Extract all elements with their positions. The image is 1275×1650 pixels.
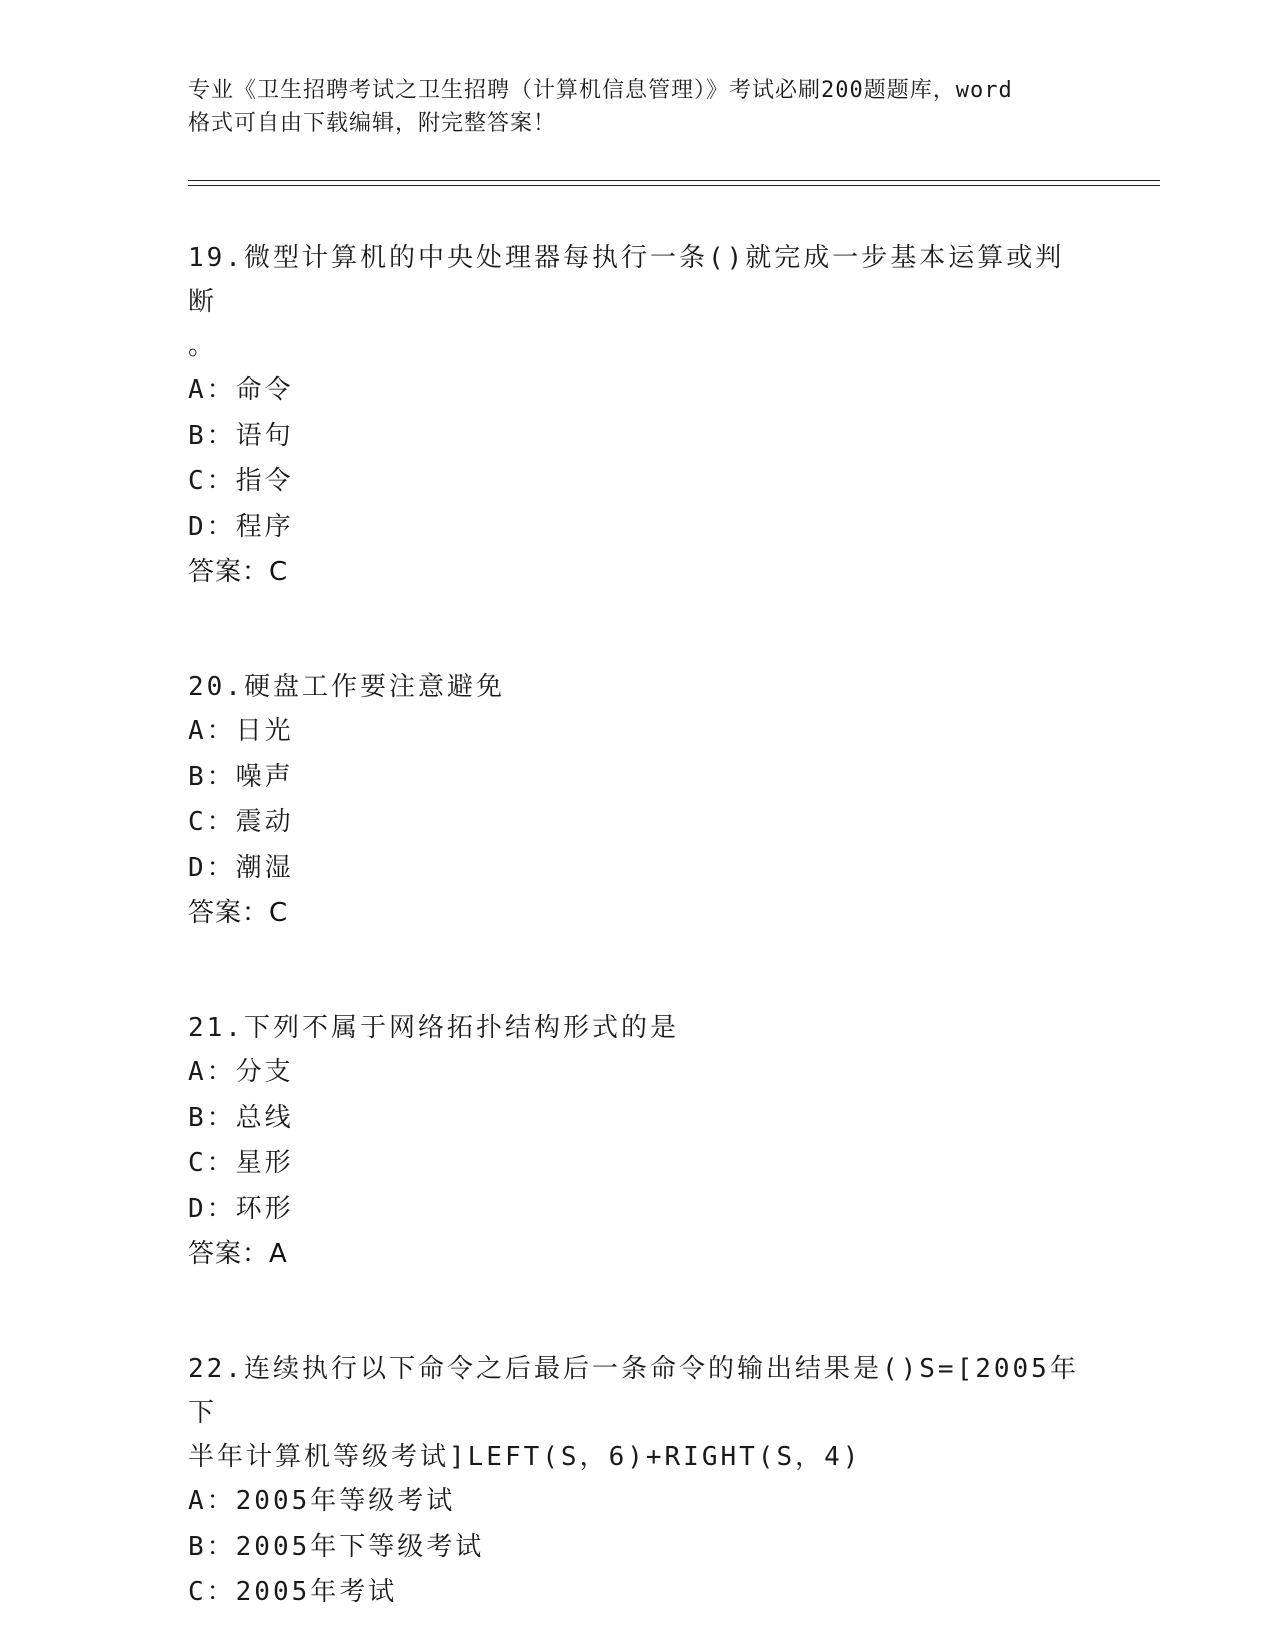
answer-line: 答案：C (188, 557, 289, 587)
question-stem: 19.微型计算机的中央处理器每执行一条()就完成一步基本运算或判断 (188, 243, 1065, 317)
question-stem-continued: 。 (188, 331, 218, 361)
question-stem-continued: 半年计算机等级考试]LEFT(S，6)+RIGHT(S，4) (188, 1442, 862, 1472)
option-a: A：命令 (188, 375, 294, 405)
question-stem: 22.连续执行以下命令之后最后一条命令的输出结果是()S=[2005年下 (188, 1354, 1079, 1428)
answer-line: 答案：A (188, 1239, 288, 1269)
header-divider-bottom (188, 185, 1160, 186)
option-d: D：潮湿 (188, 852, 294, 883)
option-b: B：2005年下等级考试 (188, 1531, 485, 1562)
question-spacer (188, 936, 1088, 1006)
header-divider-top (188, 180, 1160, 181)
option-c: C：震动 (188, 807, 294, 837)
question-spacer (188, 595, 1088, 665)
question-19 (188, 236, 1088, 595)
header-line-2: 格式可自由下载编辑，附完整答案！ (188, 111, 557, 136)
header-line-1: 专业《卫生招聘考试之卫生招聘（计算机信息管理）》考试必刷200题题库，word (188, 78, 1013, 103)
question-stem: 21.下列不属于网络拓扑结构形式的是 (188, 1013, 679, 1043)
option-c: C：指令 (188, 466, 294, 496)
option-b: B：噪声 (188, 761, 294, 792)
question-20 (188, 665, 1088, 936)
question-stem: 20.硬盘工作要注意避免 (188, 672, 505, 702)
option-a: A：2005年等级考试 (188, 1486, 456, 1516)
question-list (188, 236, 1088, 1616)
option-b: B：总线 (188, 1102, 294, 1133)
question-22 (188, 1347, 1088, 1616)
question-21 (188, 1006, 1088, 1277)
option-c: C：2005年考试 (188, 1577, 398, 1607)
option-d: D：程序 (188, 511, 294, 542)
option-a: A：分支 (188, 1057, 294, 1087)
document-header (188, 74, 1088, 140)
option-c: C：星形 (188, 1148, 294, 1178)
option-a: A：日光 (188, 716, 294, 746)
option-d: D：环形 (188, 1193, 294, 1224)
option-b: B：语句 (188, 420, 294, 451)
answer-line: 答案：C (188, 898, 289, 928)
question-spacer (188, 1277, 1088, 1347)
